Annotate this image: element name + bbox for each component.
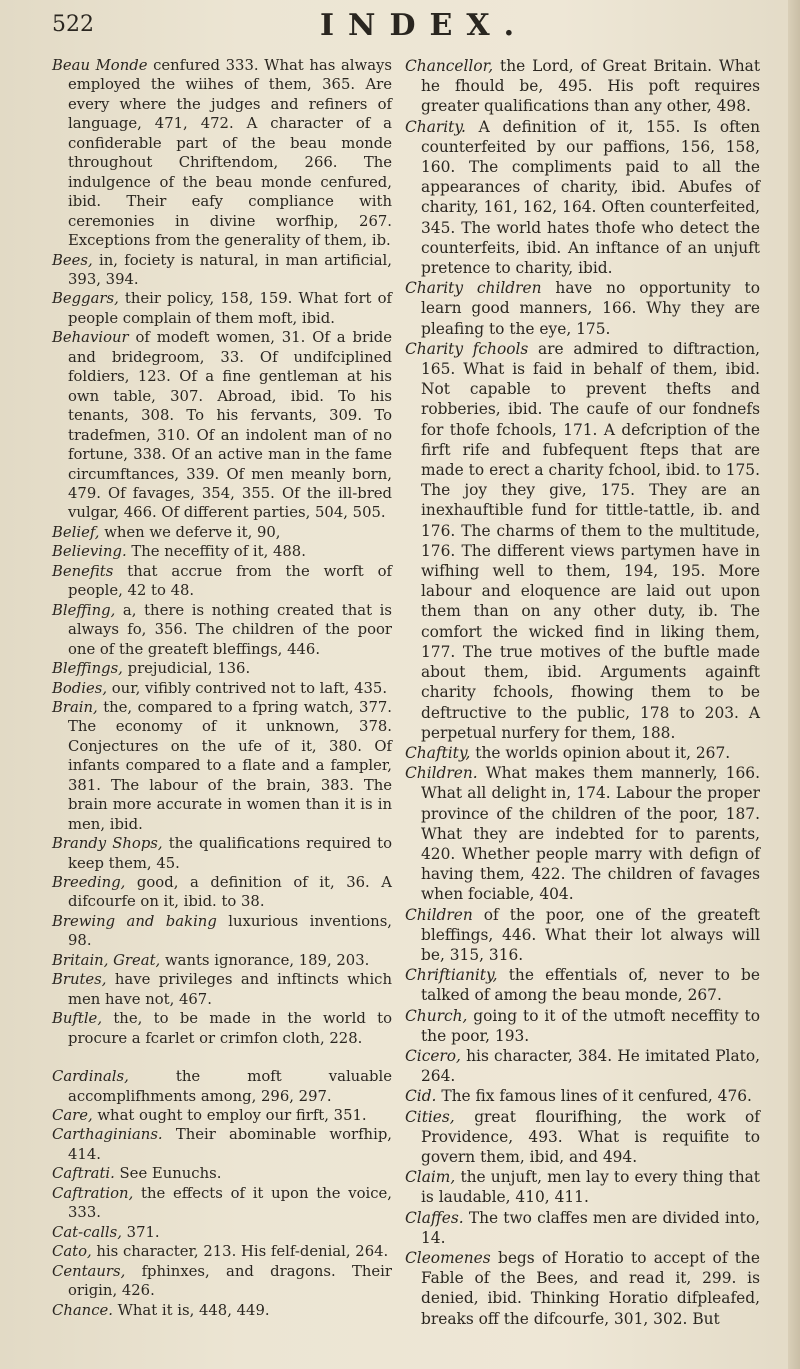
entry-text: of modeft women, 31. Of a bride and bridegroom, 33. Of undifciplined foldiers, 123. Of a fine gentleman at his own table, 307. Abroad, ibid. To his tenants, 308. To his fervants, 309. To tradefmen, 310. Of an indolent man of no fortune, 338. Of an active man in the fame circumftances, 339. Of men meanly born, 479. Of favages, 354, 355. Of the ill-bred vulgar, 466. Of different parties, 504, 505. <box>68 329 392 522</box>
index-entry <box>52 1164 392 1183</box>
entry-text: the effentials of, never to be talked of among the beau monde, 267. <box>421 966 760 1005</box>
index-entry <box>52 951 392 970</box>
entry-text: fphinxes, and dragons. Their origin, 426. <box>68 1262 392 1300</box>
index-entry <box>52 834 392 873</box>
entry-headword: Bleffings, <box>52 660 123 678</box>
entry-headword: Brain, <box>52 698 98 716</box>
entry-headword: Bleffing, <box>52 601 116 619</box>
entry-headword: Chaftity, <box>405 743 471 762</box>
entry-headword: Cato, <box>52 1243 92 1261</box>
entry-headword: Claim, <box>405 1168 456 1187</box>
index-entry <box>52 601 392 659</box>
entry-headword: Centaurs, <box>52 1262 126 1280</box>
index-entry <box>405 1086 760 1106</box>
entry-headword: Benefits <box>52 562 114 580</box>
entry-headword: Carthaginians. <box>52 1126 163 1144</box>
entry-text: The two claffes men are divided into, 14. <box>421 1208 760 1247</box>
index-entry <box>405 278 760 339</box>
entry-headword: Beggars, <box>52 290 119 308</box>
entry-text: cenfured 333. What has always employed the wiihes of them, 365. Are every where the judges and refiners of language, 471, 472. A character of a confiderable part of the beau monde throughout Chriftendom, 266. The indulgence of the beau monde cenfured, ibid. Their eafy compliance with ceremonies in divine worfhip, 267. Exceptions from the generality of them, ib. <box>68 57 392 250</box>
index-entry <box>405 905 760 966</box>
entry-headword: Brandy Shops, <box>52 835 163 853</box>
entry-headword: Children <box>405 905 473 924</box>
entry-headword: Brutes, <box>52 971 107 989</box>
entry-headword: Bodies, <box>52 679 108 697</box>
entry-text: have no opportunity to learn good manners, 166. Why they are pleafing to the eye, 175. <box>421 279 760 338</box>
entry-headword: Cities, <box>405 1107 455 1126</box>
page-header <box>0 8 800 48</box>
entry-headword: Chancellor, <box>405 57 494 75</box>
left-column <box>52 56 392 1320</box>
entry-headword: Cicero, <box>405 1046 461 1065</box>
index-entry <box>52 1067 392 1106</box>
index-entry <box>52 1262 392 1301</box>
index-entry <box>52 1301 392 1320</box>
entry-headword: Cardinals, <box>52 1068 129 1086</box>
entry-headword: Caftration, <box>52 1184 134 1202</box>
index-entry <box>52 873 392 912</box>
entry-text: prejudicial, 136. <box>122 660 251 678</box>
entry-headword: Children. <box>405 764 478 783</box>
entry-text: when we deferve it, 90, <box>99 523 281 541</box>
entry-headword: Believing. <box>52 543 127 561</box>
entry-text: the, compared to a fpring watch, 377. The economy of it unknown, 378. Conjectures on the ufe of it, 380. Of infants compared to a flate and a fampler, 381. The labour of the brain, 383. The brain more accurate in women than it is in men, ibid. <box>68 698 392 833</box>
page-number: 522 <box>52 12 94 37</box>
entry-headword: Charity fchools <box>405 339 529 358</box>
index-entry <box>52 970 392 1009</box>
entry-headword: Beau Monde <box>52 57 148 74</box>
entry-text: luxurious inventions, 98. <box>68 912 392 950</box>
entry-text: going to it of the utmoft neceffity to the poor, 193. <box>421 1006 760 1045</box>
index-entry <box>52 328 392 523</box>
entry-text: the unjuft, men lay to every thing that is laudable, 410, 411. <box>421 1168 760 1207</box>
entry-text: the Lord, of Great Britain. What he fhould be, 495. His poft requires greater qualifications than any other, 498. <box>421 57 760 116</box>
entry-text: The fix famous lines of it cenfured, 476. <box>436 1087 752 1106</box>
entry-headword: Charity children <box>405 279 542 298</box>
index-entry <box>52 542 392 561</box>
index-entry <box>52 1009 392 1048</box>
running-title: INDEX. <box>320 8 529 43</box>
index-entry <box>405 56 760 117</box>
entry-headword: Charity. <box>405 117 466 136</box>
index-entry <box>52 1223 392 1242</box>
index-entry <box>405 1107 760 1168</box>
index-entry <box>52 562 392 601</box>
entry-text: of the poor, one of the greateft bleffings, 446. What their lot always will be, 315, 316. <box>421 905 760 964</box>
entry-text: The neceffity of it, 488. <box>126 543 306 561</box>
index-entry <box>405 743 760 763</box>
entry-text: his character, 384. He imitated Plato, 264. <box>421 1046 760 1086</box>
entry-text: good, a definition of it, 36. A difcourfe on it, ibid. to 38. <box>68 874 392 911</box>
entry-text: wants ignorance, 189, 203. <box>160 951 370 969</box>
entry-text: What it is, 448, 449. <box>112 1301 270 1319</box>
entry-headword: Britain, Great, <box>52 951 161 969</box>
entry-text: A definition of it, 155. Is often counterfeited by our paffions, 156, 158, 160. The compliments paid to all the appearances of charity, ibid. Abufes of charity, 161, 162, 164. Often counterfeited, 345. The world hates thofe who detect the counterfeits, ibid. An inftance of an unjuft pretence to charity, ibid. <box>421 117 760 278</box>
entry-text: the, to be made in the world to procure a fcarlet or crimfon cloth, 228. <box>68 1010 392 1047</box>
index-entry <box>52 1242 392 1261</box>
entry-text: their policy, 158, 159. What fort of people complain of them moft, ibid. <box>68 290 392 327</box>
entry-text: 371. <box>121 1223 160 1241</box>
index-entry <box>52 698 392 834</box>
index-entry <box>52 1184 392 1223</box>
right-column <box>405 56 760 1329</box>
index-entry <box>405 117 760 279</box>
entry-headword: Chriftianity, <box>405 966 498 985</box>
index-entry <box>405 763 760 904</box>
index-entry <box>52 679 392 698</box>
index-entry <box>405 1208 760 1248</box>
entry-text: the moft valuable accomplifhments among, 296, 297. <box>68 1068 392 1105</box>
entry-text: are admired to diftraction, 165. What is faid in behalf of them, ibid. Not capable to prevent thefts and robberies, ibid. The caufe of our fondnefs for thofe fchools, 171. A defcription of the firft rife and fubfequent fteps that are made to erect a charity fchool, ibid. to 175. The joy they give, 175. They are an inexhauftible fund for tittle-tattle, ib. and 176. The charms of them to the multitude, 176. The different views partymen have in wifhing well to them, 194, 195. More labour and eloquence are laid out upon them than on any other duty, ib. The comfort the wicked find in liking them, 177. The true motives of the buftle made about them, ibid. Arguments againft charity fchools, fhowing them to be deftructive to the public, 178 to 203. A perpetual nurfery for them, 188. <box>421 339 760 742</box>
index-entry <box>52 523 392 542</box>
index-entry <box>52 289 392 328</box>
entry-text: great flourifhing, the work of Providence, 493. What is requifite to govern them, ibid, and 494. <box>421 1107 760 1166</box>
entry-text: What makes them mannerly, 166. What all delight in, 174. Labour the proper province of the children of the poor, 187. What they are indebted for to parents, 420. Whether people marry with defign of having them, 422. The children of favages when fociable, 404. <box>421 764 760 904</box>
entry-headword: Cid. <box>405 1087 437 1106</box>
entry-headword: Breeding, <box>52 874 126 892</box>
entry-headword: Cat-calls, <box>52 1223 122 1241</box>
page-edge <box>788 0 800 1369</box>
entry-text: have privileges and inftincts which men have not, 467. <box>68 971 392 1008</box>
entry-text: in, fociety is natural, in man artificial, 393, 394. <box>68 251 392 288</box>
entry-headword: Bees, <box>52 251 93 269</box>
index-entry <box>405 339 760 743</box>
index-entry <box>52 1106 392 1125</box>
index-entry <box>52 1125 392 1164</box>
entry-headword: Cleomenes <box>405 1248 491 1267</box>
entry-text: Their abominable worfhip, 414. <box>68 1126 392 1163</box>
entry-text: our, vifibly contrived not to laft, 435. <box>107 679 388 697</box>
entry-text: See Eunuchs. <box>114 1165 222 1183</box>
index-entry <box>52 912 392 951</box>
index-entry <box>405 1046 760 1086</box>
entry-text: the effects of it upon the voice, 333. <box>68 1184 392 1222</box>
index-entry <box>52 56 392 251</box>
index-entry <box>405 1248 760 1329</box>
entry-text: a, there is nothing created that is always fo, 356. The children of the poor one of the greateft bleffings, 446. <box>68 601 392 658</box>
entry-text: what ought to employ our firft, 351. <box>92 1107 367 1125</box>
entry-headword: Buftle, <box>52 1010 103 1028</box>
entry-headword: Belief, <box>52 523 100 541</box>
entry-headword: Care, <box>52 1107 93 1125</box>
index-entry <box>405 965 760 1005</box>
entry-text: that accrue from the worft of people, 42 to 48. <box>68 562 392 600</box>
entry-headword: Behaviour <box>52 329 129 347</box>
entry-headword: Chance. <box>52 1301 113 1319</box>
entry-text: his character, 213. His felf-denial, 264. <box>91 1243 389 1261</box>
entry-text: the worlds opinion about it, 267. <box>470 743 731 762</box>
entry-headword: Claffes. <box>405 1208 464 1227</box>
index-entry <box>52 251 392 290</box>
entry-text: begs of Horatio to accept of the Fable of the Bees, and read it, 299. is denied, ibid. Thinking Horatio difpleafed, breaks off the difcourfe, 301, 302. But <box>421 1248 760 1328</box>
index-entry <box>52 659 392 678</box>
entry-headword: Church, <box>405 1006 468 1025</box>
entry-headword: Brewing and baking <box>52 912 217 930</box>
index-entry <box>405 1006 760 1046</box>
entry-text: the qualifications required to keep them, 45. <box>68 835 392 872</box>
entry-headword: Caftrati. <box>52 1165 115 1183</box>
index-entry <box>405 1167 760 1207</box>
